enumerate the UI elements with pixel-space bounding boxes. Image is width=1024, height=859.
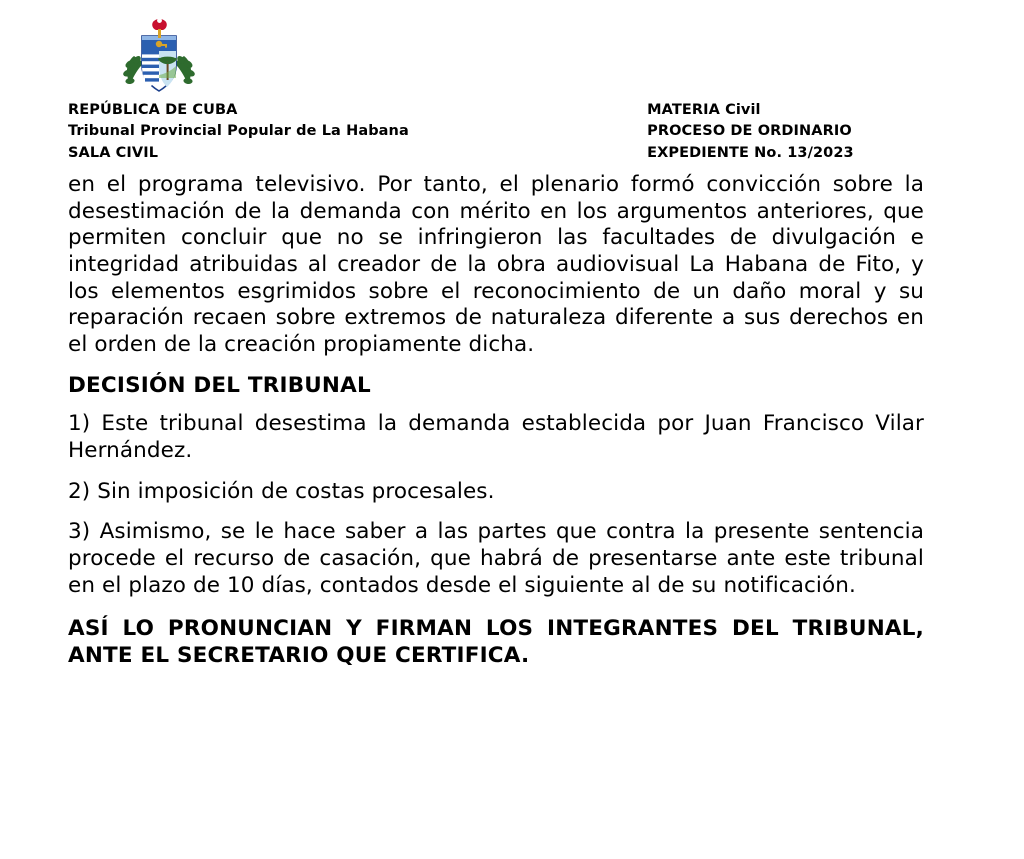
header-left-column: [68, 100, 647, 164]
closing-statement: ASÍ LO PRONUNCIAN Y FIRMAN LOS INTEGRANTES DEL TRIBUNAL, ANTE EL SECRETARIO QUE CERTIFICA.: [68, 616, 924, 669]
document-header: [68, 100, 956, 164]
decision-item-2: 2) Sin imposición de costas procesales.: [68, 478, 495, 504]
cuba-coat-of-arms-icon: [120, 18, 198, 100]
header-sala: SALA CIVIL: [68, 144, 159, 161]
section-heading-decision: DECISIÓN DEL TRIBUNAL: [68, 372, 371, 398]
header-republic: REPÚBLICA DE CUBA: [68, 102, 238, 118]
header-proceso: PROCESO DE ORDINARIO: [647, 123, 852, 140]
header-right-column: [647, 100, 956, 164]
header-tribunal: Tribunal Provincial Popular de La Habana: [68, 123, 409, 140]
decision-item-3: 3) Asimismo, se le hace saber a las partes que contra la presente sentencia procede el recurso de casación, que habrá de presentarse ante este tribunal en el plazo de 10 días, contados desde el siguiente al de su notificación.: [68, 519, 924, 598]
paragraph-continuation: en el programa televisivo. Por tanto, el plenario formó convicción sobre la desestimación de la demanda con mérito en los argumentos anteriores, que permiten concluir que no se infringieron las facultades de divulgación e integridad atribuidas al creador de la obra audiovisual La Habana de Fito, y los elementos esgrimidos sobre el reconocimiento de un daño moral y su reparación recaen sobre extremos de naturaleza diferente a sus derechos en el orden de la creación propiamente dicha.: [68, 172, 924, 357]
document-body: [68, 172, 924, 669]
header-expediente: EXPEDIENTE No. 13/2023: [647, 144, 854, 161]
header-materia: MATERIA Civil: [647, 102, 761, 118]
decision-item-1: 1) Este tribunal desestima la demanda establecida por Juan Francisco Vilar Hernández.: [68, 411, 924, 463]
